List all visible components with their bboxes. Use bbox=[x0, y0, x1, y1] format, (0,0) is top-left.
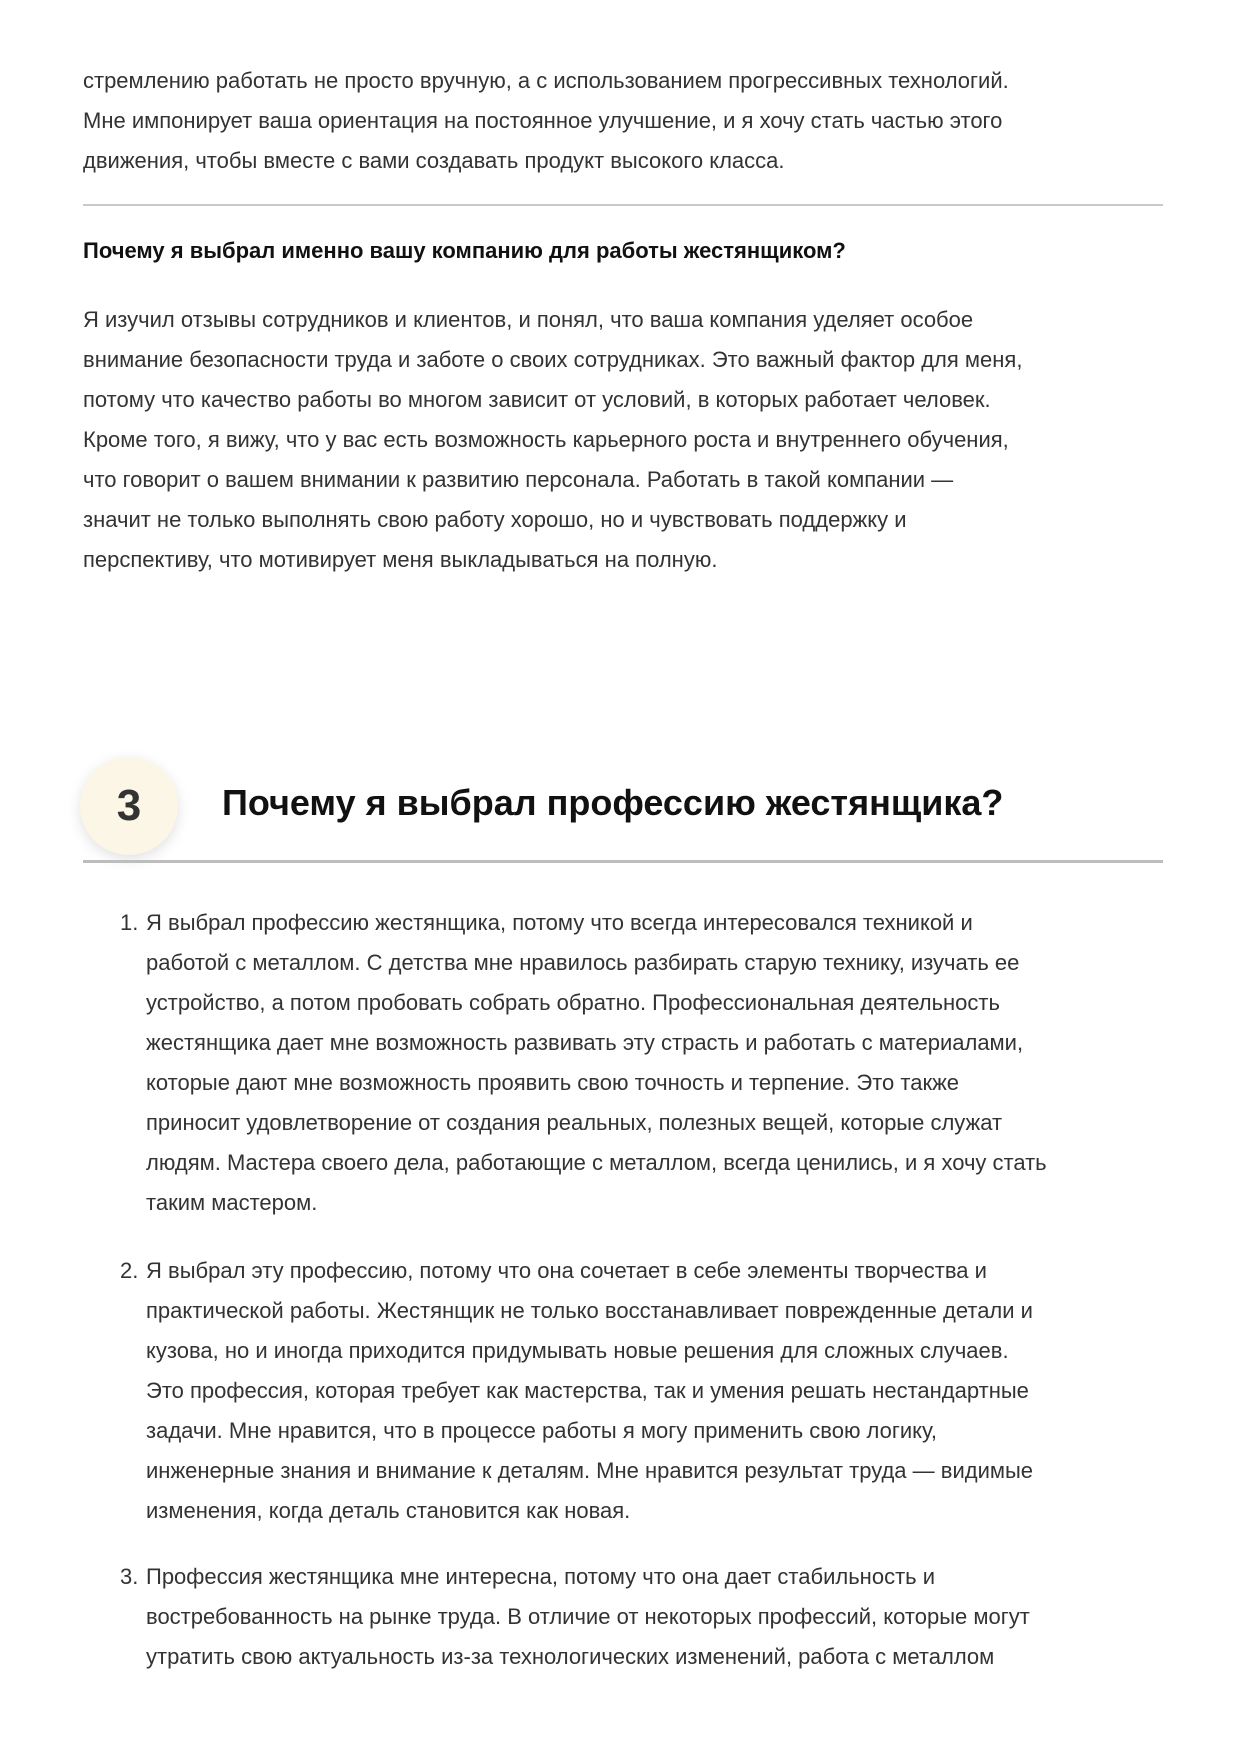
text-line: таким мастером. bbox=[146, 1190, 318, 1215]
section-underline bbox=[83, 860, 1163, 863]
list-item-text bbox=[146, 1557, 1030, 1677]
text-line: значит не только выполнять свою работу хорошо, но и чувствовать поддержку и bbox=[83, 507, 907, 532]
subheading: Почему я выбрал именно вашу компанию для работы жестянщиком? bbox=[83, 238, 846, 263]
list-item-number: 3. bbox=[120, 1564, 139, 1589]
text-line: востребованность на рынке труда. В отличие от некоторых профессий, которые могут bbox=[146, 1604, 1030, 1629]
text-line: движения, чтобы вместе с вами создавать продукт высокого класса. bbox=[83, 148, 785, 173]
list-item-number: 1. bbox=[120, 910, 139, 935]
text-line: изменения, когда деталь становится как новая. bbox=[146, 1498, 631, 1523]
section-header bbox=[83, 752, 1163, 862]
text-line: устройство, а потом пробовать собрать обратно. Профессиональная деятельность bbox=[146, 990, 1000, 1015]
list-item-text bbox=[146, 1251, 1033, 1531]
section-title: Почему я выбрал профессию жестянщика? bbox=[222, 782, 1004, 823]
text-line: Профессия жестянщика мне интересна, потому что она дает стабильность и bbox=[146, 1564, 936, 1589]
text-line: инженерные знания и внимание к деталям. Мне нравится результат труда — видимые bbox=[146, 1458, 1034, 1483]
text-line: Я изучил отзывы сотрудников и клиентов, и понял, что ваша компания уделяет особое bbox=[83, 307, 974, 332]
list-item-number: 2. bbox=[120, 1258, 139, 1283]
text-line: Мне импонирует ваша ориентация на постоянное улучшение, и я хочу стать частью этого bbox=[83, 108, 1003, 133]
text-line: потому что качество работы во многом зависит от условий, в которых работает человек. bbox=[83, 387, 991, 412]
divider bbox=[83, 204, 1163, 206]
text-line: Я выбрал эту профессию, потому что она сочетает в себе элементы творчества и bbox=[146, 1258, 987, 1283]
text-line: приносит удовлетворение от создания реальных, полезных вещей, которые служат bbox=[146, 1110, 1003, 1135]
text-line: работой с металлом. С детства мне нравилось разбирать старую технику, изучать ее bbox=[146, 950, 1020, 975]
text-line: стремлению работать не просто вручную, а с использованием прогрессивных технологий. bbox=[83, 68, 1009, 93]
text-line: жестянщика дает мне возможность развивать эту страсть и работать с материалами, bbox=[146, 1030, 1024, 1055]
text-line: что говорит о вашем внимании к развитию персонала. Работать в такой компании — bbox=[83, 467, 954, 492]
company-paragraph bbox=[83, 300, 1022, 580]
list-item-text bbox=[146, 903, 1047, 1223]
text-line: Я выбрал профессию жестянщика, потому что всегда интересовался техникой и bbox=[146, 910, 973, 935]
text-line: задачи. Мне нравится, что в процессе работы я могу применить свою логику, bbox=[146, 1418, 937, 1443]
text-line: перспективу, что мотивирует меня выкладываться на полную. bbox=[83, 547, 718, 572]
text-line: Это профессия, которая требует как мастерства, так и умения решать нестандартные bbox=[146, 1378, 1029, 1403]
text-line: внимание безопасности труда и заботе о своих сотрудниках. Это важный фактор для меня, bbox=[83, 347, 1023, 372]
text-line: практической работы. Жестянщик не только восстанавливает поврежденные детали и bbox=[146, 1298, 1033, 1323]
text-line: утратить свою актуальность из-за технологических изменений, работа с металлом bbox=[146, 1644, 995, 1669]
text-line: которые дают мне возможность проявить свою точность и терпение. Это также bbox=[146, 1070, 960, 1095]
text-line: людям. Мастера своего дела, работающие с металлом, всегда ценились, и я хочу стать bbox=[146, 1150, 1047, 1175]
text-line: Кроме того, я вижу, что у вас есть возможность карьерного роста и внутреннего обучения, bbox=[83, 427, 1009, 452]
text-line: кузова, но и иногда приходится придумывать новые решения для сложных случаев. bbox=[146, 1338, 1009, 1363]
section-number-badge: 3 bbox=[80, 757, 178, 855]
intro-paragraph bbox=[83, 61, 1009, 181]
